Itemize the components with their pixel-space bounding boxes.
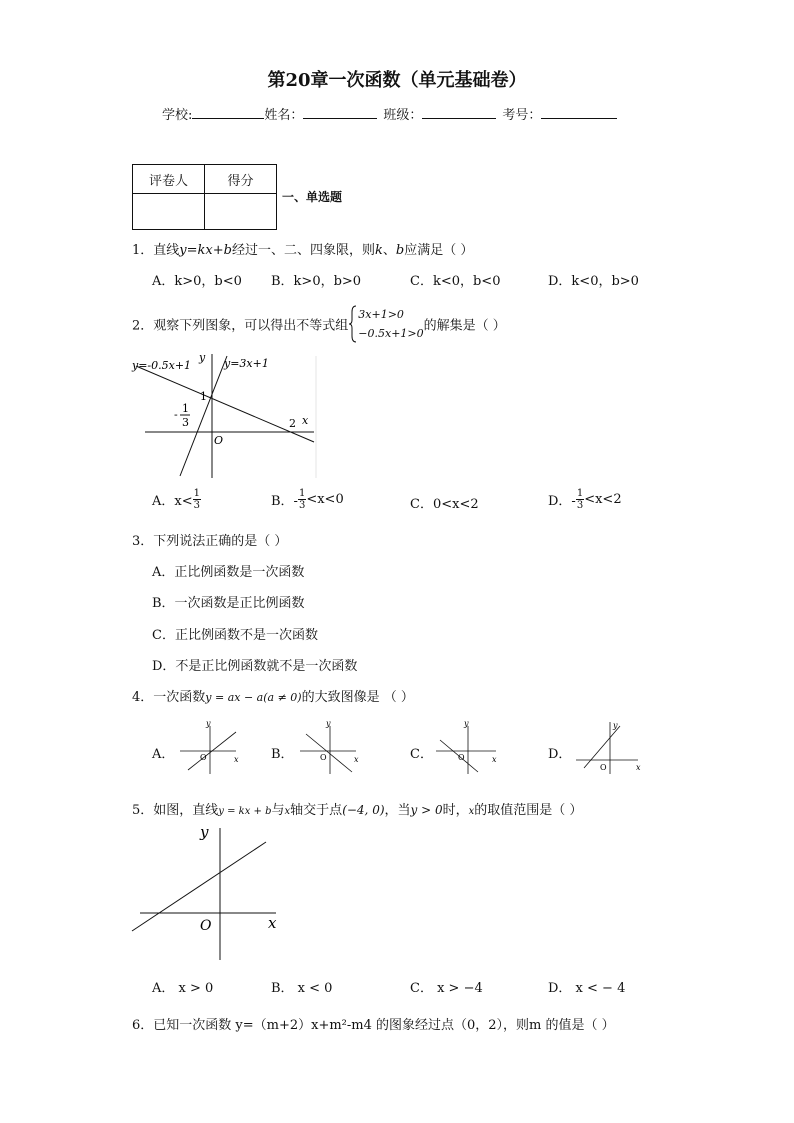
q3-option-b[interactable]: B．一次函数是正比例函数 — [152, 596, 305, 611]
q2-d-den: 3 — [576, 500, 584, 511]
q4-expression: y = ax − a(a ≠ 0) — [205, 691, 302, 704]
q3-option-c[interactable]: C．正比例函数不是一次函数 — [152, 628, 318, 643]
q2-a-text: A．x< — [152, 494, 193, 509]
student-info-line — [162, 104, 617, 123]
q1-prefix: 1．直线 — [132, 243, 180, 258]
q5-option-b[interactable]: B． x < 0 — [271, 981, 333, 996]
q1-text: 经过一、二、四象限，则 — [231, 243, 375, 258]
axis-y-label: y — [464, 719, 469, 728]
axis-y-label: y — [613, 721, 618, 730]
q1-var-b: b — [395, 243, 405, 258]
q5-text-2: 轴交于点 — [290, 803, 343, 818]
q4-suffix: 的大致图像是 （ ） — [301, 690, 414, 705]
q2-option-a[interactable] — [152, 488, 201, 511]
q2-b-post: <x<0 — [306, 492, 344, 507]
q2-suffix: 的解集是（ ） — [423, 318, 506, 334]
question-6-stem: 6．已知一次函数 y=（m+2）x+m²-m4 的图象经过点（0，2），则m 的值是（ ） — [132, 1018, 615, 1033]
y-axis-label: y — [200, 823, 209, 841]
q4-option-a[interactable]: A． — [152, 747, 175, 762]
q4-prefix: 4．一次函数 — [132, 690, 206, 705]
q5-var: x — [468, 806, 475, 817]
axis-y-label: y — [206, 719, 211, 728]
axis-x-label: x — [492, 755, 497, 764]
brace-icon — [348, 304, 358, 344]
inequality-1: 3x+1>0 — [358, 308, 404, 321]
axis-y-label: y — [326, 719, 331, 728]
neg-third-den: 3 — [182, 416, 189, 429]
inequality-system — [348, 304, 423, 344]
score-cell[interactable] — [205, 194, 277, 230]
q4-graph-b — [296, 718, 364, 778]
number-label: 考号： — [502, 108, 542, 123]
neg-third-num: 1 — [182, 402, 189, 415]
q1-option-d[interactable]: D．k<0，b>0 — [548, 274, 639, 289]
line-neg-half — [136, 366, 314, 442]
q2-graph — [130, 350, 330, 485]
question-1-stem — [132, 239, 473, 258]
line2-label: y=3x+1 — [224, 357, 269, 370]
q2-d-post: <x<2 — [584, 492, 622, 507]
axis-x-label: x — [234, 755, 239, 764]
origin-label: O — [600, 763, 607, 772]
q5-condition: y > 0 — [410, 803, 443, 817]
grader-header: 评卷人 — [133, 165, 205, 194]
q2-a-den: 3 — [193, 500, 200, 511]
q3-option-d[interactable]: D．不是正比例函数就不是一次函数 — [152, 659, 358, 674]
question-4-stem — [132, 686, 414, 705]
q5-option-a[interactable]: A． x > 0 — [152, 981, 214, 996]
q5-text-4: 时， — [442, 803, 469, 818]
q4-graph-a — [176, 718, 244, 778]
section-heading: 一、单选题 — [282, 190, 343, 204]
q2-option-b[interactable] — [271, 488, 344, 511]
q1-expression: y=kx+b — [179, 243, 232, 258]
y-axis-label: y — [199, 351, 206, 364]
origin-label: O — [200, 918, 212, 934]
q5-option-c[interactable]: C． x > −4 — [410, 981, 483, 996]
q2-b-den: 3 — [298, 500, 306, 511]
q2-d-num: 1 — [576, 488, 584, 499]
q4-option-b[interactable]: B． — [271, 747, 294, 762]
x-axis-label: x — [268, 914, 277, 932]
q5-point: (−4, 0) — [342, 803, 385, 817]
graph-line — [306, 734, 352, 772]
q2-a-num: 1 — [193, 488, 200, 499]
q3-option-a[interactable]: A．正比例函数是一次函数 — [152, 565, 305, 580]
q4-graph-d — [572, 718, 644, 778]
q5-option-d[interactable]: D． x < − 4 — [548, 981, 626, 996]
q2-b-num: 1 — [298, 488, 306, 499]
x-intercept-label: 2 — [289, 417, 296, 430]
q5-text-1: 与 — [271, 803, 285, 818]
axis-x-label: x — [354, 755, 359, 764]
school-label: 学校: — [162, 108, 193, 123]
origin-label: O — [320, 753, 327, 762]
question-5-stem — [132, 799, 582, 818]
q4-option-d[interactable]: D． — [548, 747, 572, 762]
axis-x-label: x — [636, 763, 641, 772]
name-label: 姓名： — [264, 108, 304, 123]
q1-option-c[interactable]: C．k<0，b<0 — [410, 274, 501, 289]
q5-prefix: 5．如图，直线 — [132, 803, 219, 818]
y-intercept-label: 1 — [200, 390, 207, 403]
grader-cell[interactable] — [133, 194, 205, 230]
class-label: 班级： — [383, 108, 423, 123]
q5-graph — [126, 820, 286, 965]
score-table — [132, 164, 277, 230]
q2-a-frac — [193, 488, 201, 511]
graph-line — [584, 726, 620, 768]
q1-option-b[interactable]: B．k>0，b>0 — [271, 274, 362, 289]
question-3-stem: 3．下列说法正确的是（ ） — [132, 534, 288, 549]
q2-option-c[interactable]: C．0<x<2 — [410, 497, 479, 512]
line1-label: y=-0.5x+1 — [132, 359, 192, 372]
q2-d-text: D．- — [548, 494, 576, 509]
origin-label: O — [200, 753, 207, 762]
q4-option-c[interactable]: C． — [410, 747, 433, 762]
graph-line — [132, 842, 266, 931]
q4-graph-c — [432, 718, 500, 778]
q2-prefix: 2．观察下列图象，可以得出不等式组 — [132, 318, 349, 334]
q2-b-text: B．- — [271, 494, 298, 509]
q5-expression: y = kx + b — [218, 806, 272, 817]
q5-x-axis: x — [284, 806, 291, 817]
q2-d-frac — [576, 488, 584, 511]
q1-option-a[interactable]: A．k>0，b<0 — [152, 274, 242, 289]
q5-suffix: 的取值范围是（ ） — [474, 803, 583, 818]
q1-var-k: k — [374, 243, 383, 258]
inequality-2: −0.5x+1>0 — [358, 327, 424, 340]
origin-label: O — [458, 753, 465, 762]
question-2-stem — [132, 304, 506, 344]
x-axis-label: x — [302, 414, 309, 427]
origin-label: O — [214, 434, 224, 447]
school-blank[interactable] — [192, 106, 264, 119]
name-blank[interactable] — [303, 106, 377, 119]
q5-text-3: ，当 — [384, 803, 411, 818]
page-title: 第20章一次函数（单元基础卷） — [267, 70, 527, 91]
q1-end: 应满足（ ） — [404, 243, 474, 258]
number-blank[interactable] — [541, 106, 617, 119]
class-blank[interactable] — [422, 106, 496, 119]
neg-third-sign: - — [174, 408, 178, 421]
q2-option-d[interactable] — [548, 488, 622, 511]
q1-sep: 、 — [382, 243, 396, 258]
score-header: 得分 — [205, 165, 277, 194]
